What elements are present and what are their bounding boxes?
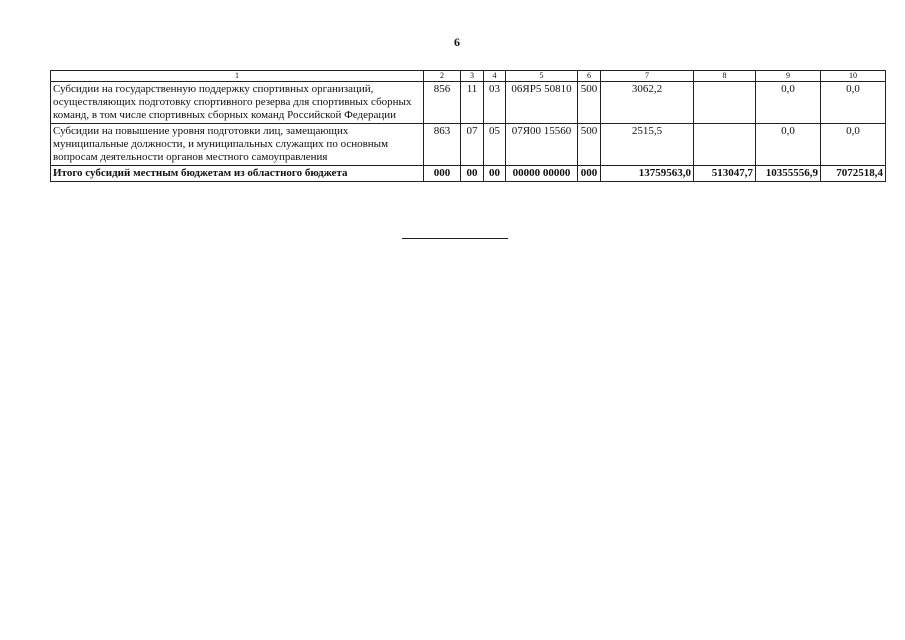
subsidy-name: Субсидии на повышение уровня подготовки лиц, замещающих муниципальные должности, и муниципальных служащих по основным вопросам деятельности органов местного самоуправления	[51, 124, 424, 166]
subsidies-table	[50, 70, 886, 182]
section-code: 00	[461, 166, 484, 182]
table-row	[51, 82, 886, 124]
ministry-code: 856	[424, 82, 461, 124]
column-header: 4	[484, 71, 506, 82]
subsidy-name: Субсидии на государственную поддержку спортивных организаций, осуществляющих подготовку спортивного резерва для спортивных сборных команд, в том числе спортивных сборных команд Российской Федерации	[51, 82, 424, 124]
page-number: 6	[454, 35, 460, 49]
column-header: 1	[51, 71, 424, 82]
column-header: 5	[506, 71, 578, 82]
subsection-code: 00	[484, 166, 506, 182]
ministry-code: 863	[424, 124, 461, 166]
amount-col-9: 0,0	[756, 82, 821, 124]
table-row	[51, 124, 886, 166]
column-header: 6	[578, 71, 601, 82]
amount-col-8	[694, 124, 756, 166]
amount-col-7: 13759563,0	[601, 166, 694, 182]
column-header: 2	[424, 71, 461, 82]
amount-col-9: 0,0	[756, 124, 821, 166]
column-header: 3	[461, 71, 484, 82]
amount-col-7: 3062,2	[601, 82, 694, 124]
total-row	[51, 166, 886, 182]
expense-type-code: 500	[578, 124, 601, 166]
total-label: Итого субсидий местным бюджетам из областного бюджета	[51, 166, 424, 182]
amount-col-8	[694, 82, 756, 124]
amount-col-9: 10355556,9	[756, 166, 821, 182]
subsection-code: 03	[484, 82, 506, 124]
ministry-code: 000	[424, 166, 461, 182]
target-article-code: 00000 00000	[506, 166, 578, 182]
amount-col-7: 2515,5	[601, 124, 694, 166]
column-header: 9	[756, 71, 821, 82]
end-rule	[402, 238, 508, 239]
section-code: 07	[461, 124, 484, 166]
expense-type-code: 500	[578, 82, 601, 124]
column-header: 8	[694, 71, 756, 82]
amount-col-10: 7072518,4	[821, 166, 886, 182]
column-header: 7	[601, 71, 694, 82]
expense-type-code: 000	[578, 166, 601, 182]
subsection-code: 05	[484, 124, 506, 166]
amount-col-8: 513047,7	[694, 166, 756, 182]
amount-col-10: 0,0	[821, 82, 886, 124]
column-header: 10	[821, 71, 886, 82]
amount-col-10: 0,0	[821, 124, 886, 166]
section-code: 11	[461, 82, 484, 124]
target-article-code: 07Я00 15560	[506, 124, 578, 166]
header-row	[51, 71, 886, 82]
target-article-code: 06ЯР5 50810	[506, 82, 578, 124]
